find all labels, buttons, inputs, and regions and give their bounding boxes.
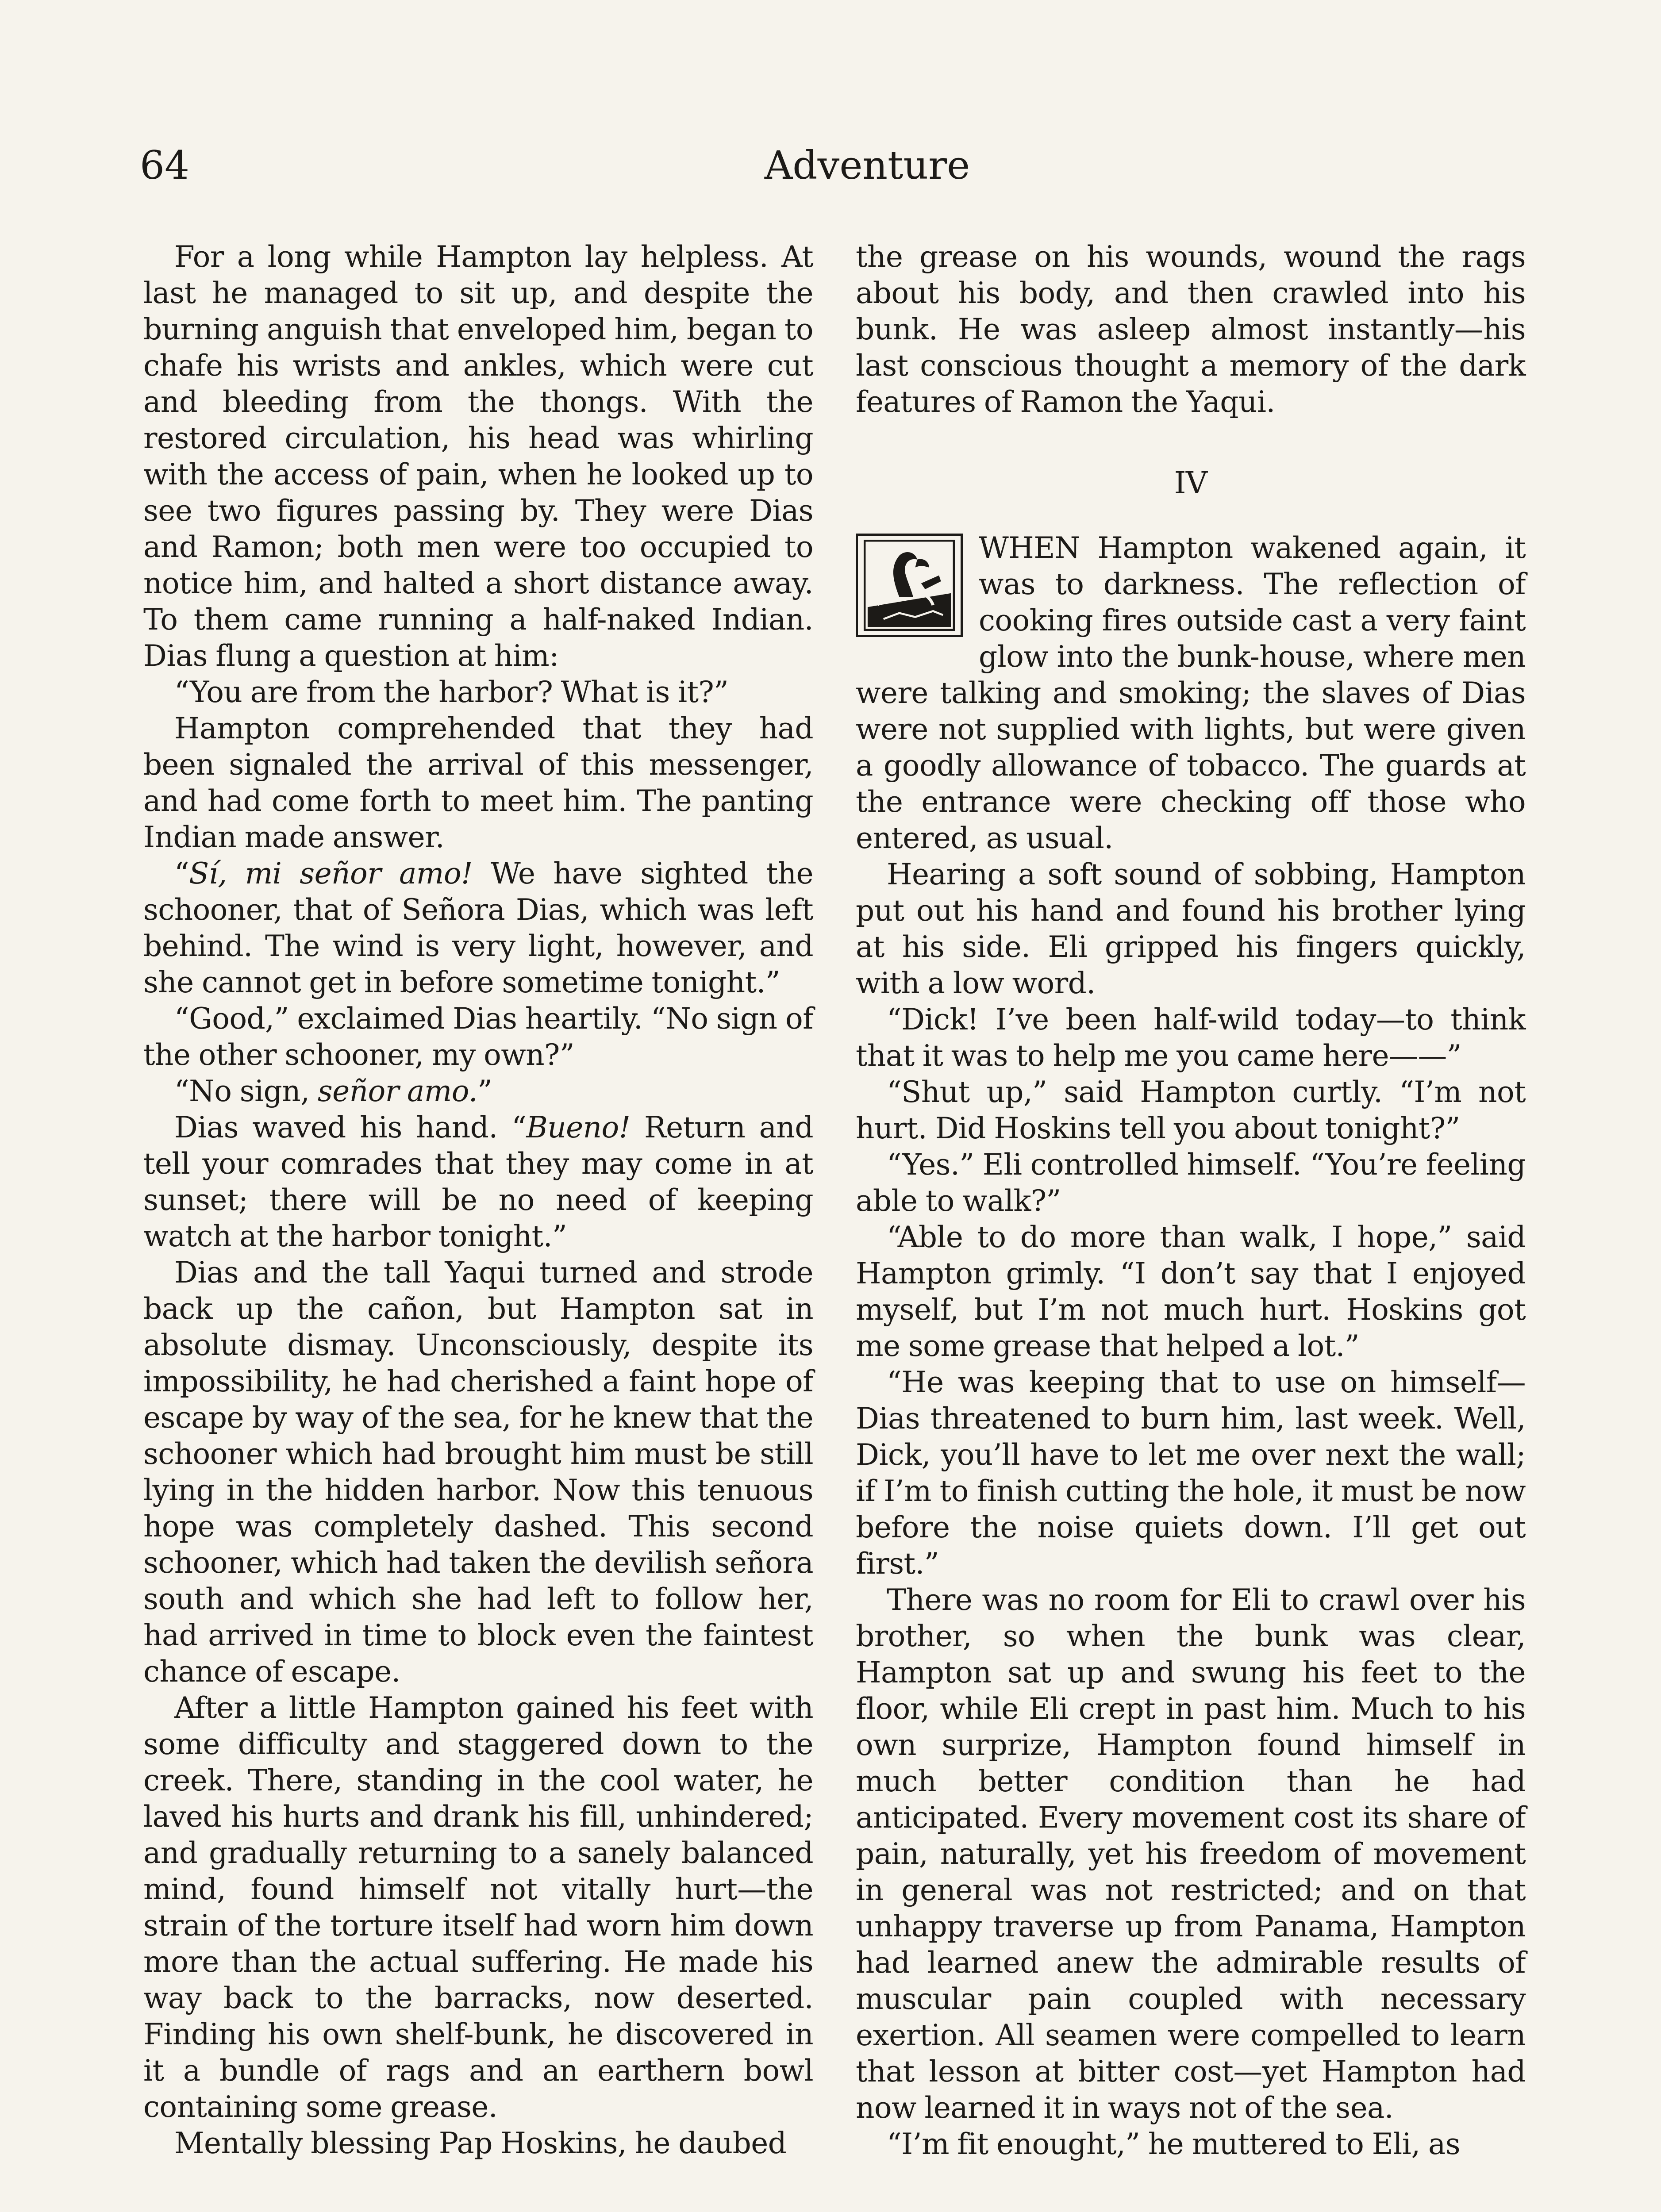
paragraph: Hampton comprehended that they had been signaled the arrival of this messenger, and had come forth to meet him. The panting Indian made answer. (143, 711, 813, 854)
section-number: IV (1174, 466, 1207, 501)
paragraph-text: “No sign, (174, 1074, 318, 1108)
paragraph (143, 1073, 813, 1110)
paragraph: Dias and the tall Yaqui turned and strode back up the cañon, but Hampton sat in absolute dismay. Unconsciously, despite its impossibility, he had cherished a faint hope of escape by way of the sea, for he knew that the schooner which had brought him must be still lying in the hidden harbor. Now this tenuous hope was completely dashed. This second schooner, which had taken the devilish señora south and which she had left to follow her, had arrived in time to block even the faintest chance of escape. (143, 1256, 813, 1689)
paragraph (143, 856, 813, 1001)
paragraph: Hearing a soft sound of sobbing, Hampton put out his hand and found his brother lying at his side. Eli gripped his fingers quickly, with a low word. (856, 857, 1526, 1000)
woodcut-drop-cap-icon (856, 534, 963, 637)
paragraph: There was no room for Eli to crawl over his brother, so when the bunk was clear, Hampton sat up and swung his feet to the floor, while Eli crept in past him. Much to his own surprize, Hampton found himself in much better condition than he had anticipated. Every movement cost its share of pain, naturally, yet his freedom of movement in general was not restricted; and on that unhappy traverse up from Panama, Hampton had learned anew the admirable results of muscular pain coupled with necessary exertion. All seamen were compelled to learn that lesson at bitter cost—yet Hampton had now learned it in ways not of the sea. (856, 1583, 1526, 2125)
quote-open: “ (174, 856, 189, 891)
paragraph-continuation: the grease on his wounds, wound the rags about his body, and then crawled into his bunk. He was asleep almost instantly—his last conscious thought a memory of the dark features of Ramon the Yaqui. (856, 240, 1526, 419)
spanish-phrase: Sí, mi señor amo! (189, 856, 473, 891)
paragraph: “You are from the harbor? What is it?” (174, 675, 729, 709)
paragraph: For a long while Hampton lay helpless. At last he managed to sit up, and despite the burning anguish that enveloped him, began to chafe his wrists and ankles, which were cut and bleeding from the thongs. With the restored circulation, his head was whirling with the access of pain, when he looked up to see two figures passing by. They were Dias and Ramon; both men were too occupied to notice him, and halted a short distance away. To them came running a half-naked Indian. Dias flung a question at him: (143, 240, 813, 673)
spanish-phrase: Bueno! (526, 1110, 631, 1144)
paragraph: Mentally blessing Pap Hoskins, he daubed (174, 2126, 787, 2160)
paragraph: “I’m fit enought,” he muttered to Eli, as (887, 2127, 1460, 2161)
paragraph (143, 1110, 813, 1255)
paragraph-text: Return and tell your comrades that they may come in at sunset; there will be no need of keeping watch at the harbor tonight.” (143, 1110, 813, 1253)
paragraph: “Good,” exclaimed Dias heartily. “No sign of the other schooner, my own?” (143, 1002, 813, 1072)
quote-close: ” (477, 1074, 492, 1108)
paragraph-text: Dias waved his hand. “ (174, 1110, 527, 1144)
running-title: Adventure (764, 142, 970, 188)
drop-cap-wrapper (856, 534, 967, 641)
left-column (143, 239, 813, 2162)
paragraph-text: We have sighted the schooner, that of Señora Dias, which was left behind. The wind is very light, however, and she cannot get in before sometime tonight.” (143, 856, 813, 999)
paragraph: “Dick! I’ve been half-wild today—to think that it was to help me you came here——” (856, 1002, 1526, 1073)
section-opening-paragraph: WHEN Hampton wakened again, it was to darkness. The reflection of cooking fires outside cast a very faint glow into the bunk-house, where men were talking and smoking; the slaves of Dias were not supplied with lights, but were given a goodly allowance of tobacco. The guards at the entrance were checking off those who entered, as usual. (856, 531, 1526, 855)
paragraph: “Able to do more than walk, I hope,” said Hampton grimly. “I don’t say that I enjoyed myself, but I’m not much hurt. Hoskins got me some grease that helped a lot.” (856, 1220, 1526, 1363)
right-column (856, 239, 1526, 2162)
paragraph: After a little Hampton gained his feet with some difficulty and staggered down to the creek. There, standing in the cool water, he laved his hurts and drank his fill, unhindered; and gradually returning to a sanely balanced mind, found himself not vitally hurt—the strain of the torture itself had worn him down more than the actual suffering. He made his way back to the barracks, now deserted. Finding his own shelf-bunk, he discovered in it a bundle of rags and an earthern bowl containing some grease. (143, 1691, 813, 2124)
page-number: 64 (140, 142, 189, 188)
paragraph: “Yes.” Eli controlled himself. “You’re feeling able to walk?” (856, 1148, 1526, 1218)
spanish-phrase: señor amo. (317, 1074, 478, 1108)
paragraph: “He was keeping that to use on himself—Dias threatened to burn him, last week. Well, Dick, you’ll have to let me over next the wall; if I’m to finish cutting the hole, it must be now before the noise quiets down. I’ll get out first.” (856, 1365, 1526, 1581)
paragraph: “Shut up,” said Hampton curtly. “I’m not hurt. Did Hoskins tell you about tonight?” (856, 1075, 1526, 1145)
